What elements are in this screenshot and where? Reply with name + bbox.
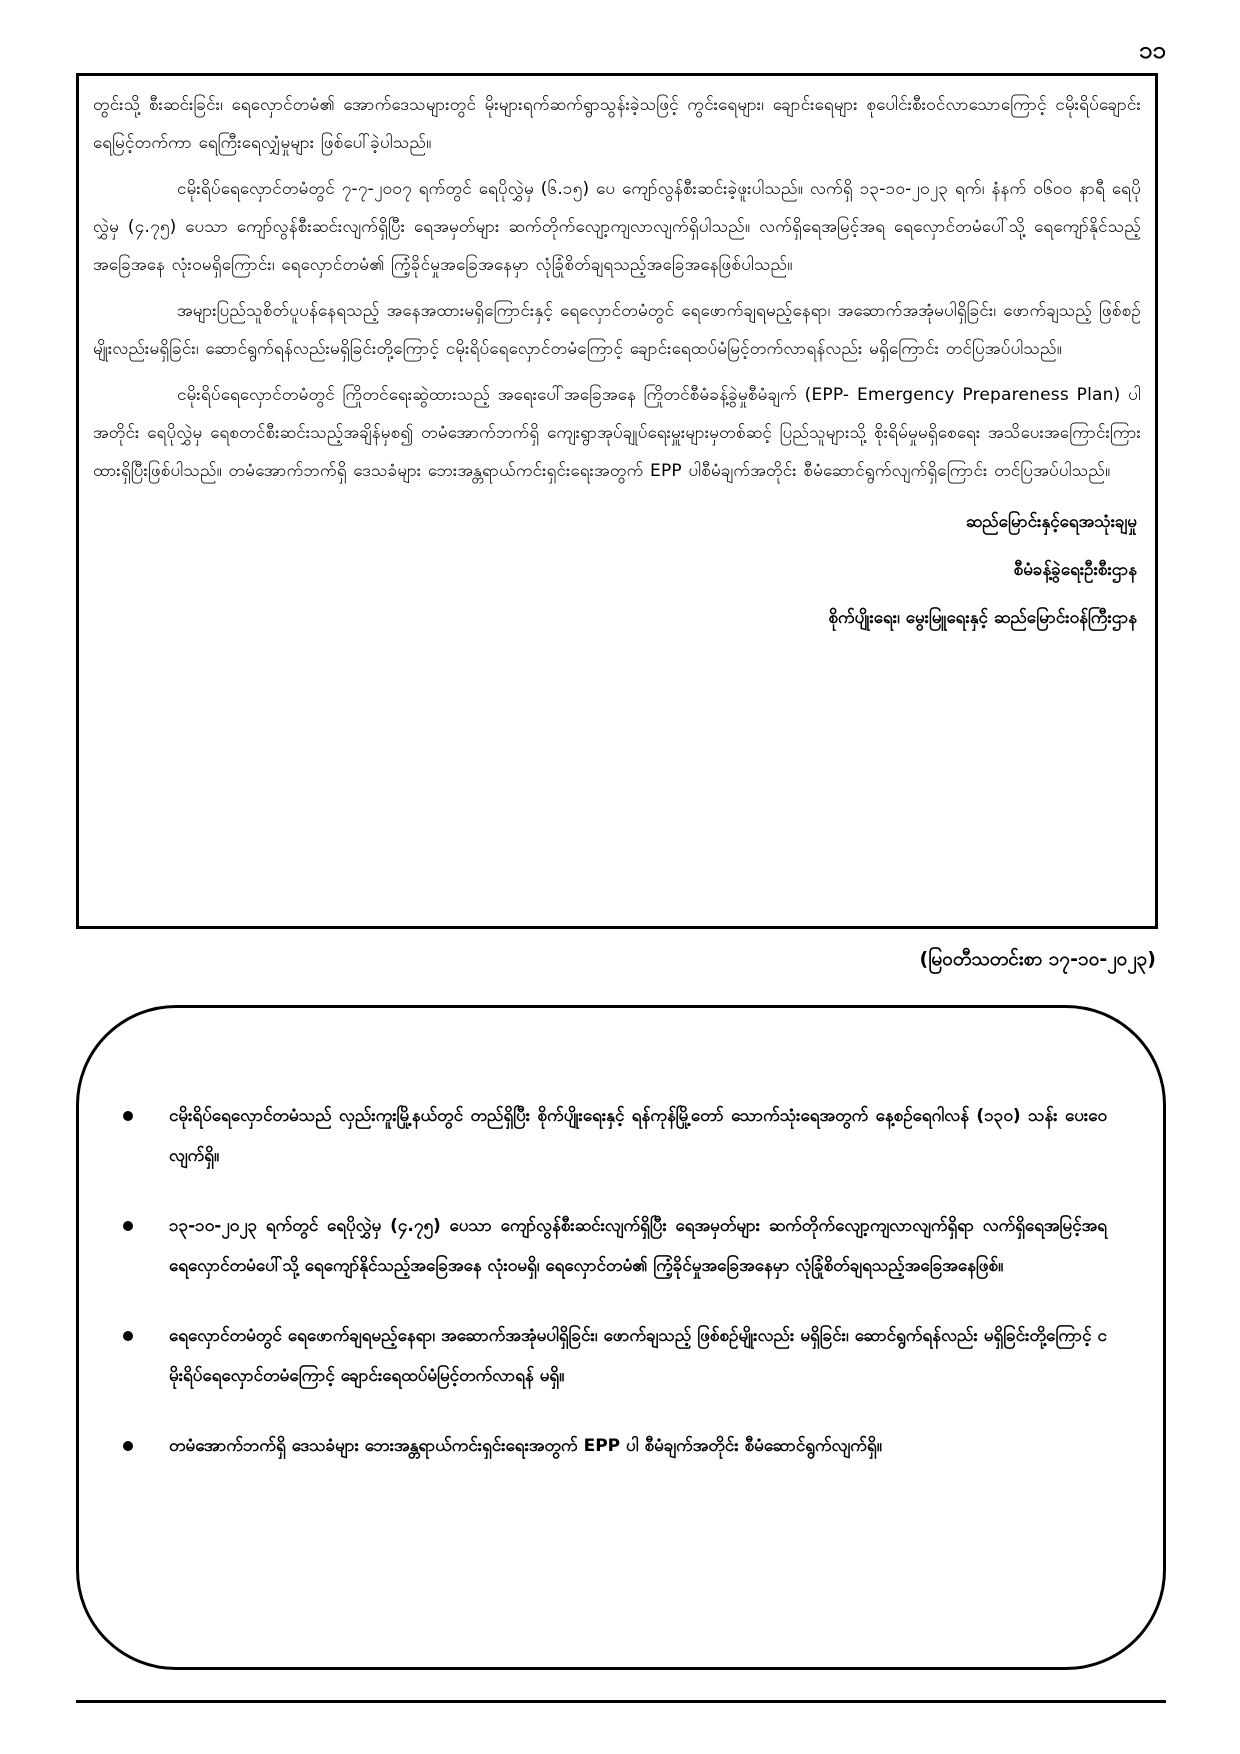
page-number: ၁၁ — [1139, 36, 1166, 64]
summary-item-text: ၁၃-၁၀-၂၀၂၃ ရက်တွင် ရေပိုလွှဲမှ (၄.၇၅) ပေသာ ကျော်လွန်စီးဆင်းလျက်ရှိပြီး ရေအမှတ်များ ဆက်တိုက်လျော့ကျလာလျက်ရှိရာ လက်ရှိရေအမြင့်အရ ရေလှောင်တမံပေါ်သို့ ရေကျော်နိုင်သည့်အခြေအနေ လုံးဝမရှိ၊ ရေလှောင်တမံ၏ ကြံ့ခိုင်မှုအခြေအနေမှာ လုံခြုံစိတ်ချရသည့်အခြေအနေဖြစ်။ — [169, 1216, 1107, 1276]
article-paragraph: ငမိုးရိပ်ရေလှောင်တမံတွင် ကြိုတင်ရေးဆွဲထားသည့် အရေးပေါ်အခြေအနေ ကြိုတင်စီမံခန့်ခွဲမှုစီမံချက် (EPP- Emergency Prepareness Plan) ပါအတိုင်း ရေပိုလွှဲမှ ရေစတင်စီးဆင်းသည့်အချိန်မှစ၍ တမံအောက်ဘက်ရှိ ကျေးရွာအုပ်ချုပ်ရေးမှူးများမှတစ်ဆင့် ပြည်သူများသို့ စိုးရိမ်မှုမရှိစေရေး အသိပေးအကြောင်းကြားထားရှိပြီးဖြစ်ပါသည်။ တမံအောက်ဘက်ရှိ ဒေသခံများ ဘေးအန္တရာယ်ကင်းရှင်းရေးအတွက် EPP ပါစီမံချက်အတိုင်း စီမံဆောင်ရွက်လျက်ရှိကြောင်း တင်ပြအပ်ပါသည်။ — [93, 385, 1141, 481]
signature-line: စိုက်ပျိုးရေး၊ မွေးမြူရေးနှင့် ဆည်မြောင်းဝန်ကြီးဌာန — [828, 608, 1137, 628]
summary-item-text: ငမိုးရိပ်ရေလှောင်တမံသည် လှည်းကူးမြို့နယ်တွင် တည်ရှိပြီး စိုက်ပျိုးရေးနှင့် ရန်ကုန်မြို့တော် သောက်သုံးရေအတွက် နေ့စဉ်ရေဂါလန် (၁၃၀) သန်း ပေးဝေလျက်ရှိ။ — [169, 1106, 1107, 1166]
article-box — [76, 73, 1158, 929]
bullet-icon — [123, 1331, 133, 1341]
bullet-icon — [123, 1221, 133, 1231]
bullet-icon — [123, 1111, 133, 1121]
signature-line: ဆည်မြောင်းနှင့်ရေအသုံးချမှု — [965, 512, 1137, 532]
summary-item — [119, 1206, 1107, 1286]
article-paragraph: တွင်းသို့ စီးဆင်းခြင်း၊ ရေလှောင်တမံ၏ အောက်ဒေသများတွင် မိုးများရက်ဆက်ရွာသွန်းခဲ့သဖြင့် ကွင်းရေများ၊ ချောင်းရေများ စုပေါင်းစီးဝင်လာသောကြောင့် ငမိုးရိပ်ချောင်းရေမြင့်တက်ကာ ရေကြီးရေလျှံမှုများ ဖြစ်ပေါ်ခဲ့ပါသည်။ — [93, 95, 1141, 153]
article-paragraph: အများပြည်သူစိတ်ပူပန်နေရသည့် အနေအထားမရှိကြောင်းနှင့် ရေလှောင်တမံတွင် ရေဖောက်ချရမည့်နေရာ၊ အဆောက်အအုံမပါရှိခြင်း၊ ဖောက်ချသည့် ဖြစ်စဉ်မျိုးလည်းမရှိခြင်း၊ ဆောင်ရွက်ရန်လည်းမရှိခြင်းတို့ကြောင့် ငမိုးရိပ်ရေလှောင်တမံကြောင့် ချောင်းရေထပ်မံမြင့်တက်လာရန်လည်း မရှိကြောင်း တင်ပြအပ်ပါသည်။ — [93, 301, 1141, 359]
signature-block — [93, 498, 1141, 642]
summary-item — [119, 1096, 1107, 1176]
summary-list — [119, 1096, 1107, 1466]
source-citation: (မြဝတီသတင်းစာ ၁၇-၁၀-၂၀၂၃) — [919, 948, 1156, 970]
footer-divider — [76, 1700, 1166, 1703]
bullet-icon — [123, 1441, 133, 1451]
summary-item-text: တမံအောက်ဘက်ရှိ ဒေသခံများ ဘေးအန္တရာယ်ကင်းရှင်းရေးအတွက် EPP ပါ စီမံချက်အတိုင်း စီမံဆောင်ရွက်လျက်ရှိ။ — [169, 1436, 882, 1456]
summary-box — [76, 1005, 1166, 1670]
summary-item-text: ရေလှောင်တမံတွင် ရေဖောက်ချရမည့်နေရာ၊ အဆောက်အအုံမပါရှိခြင်း၊ ဖောက်ချသည့် ဖြစ်စဉ်မျိုးလည်း မရှိခြင်း၊ ဆောင်ရွက်ရန်လည်း မရှိခြင်းတို့ကြောင့် ငမိုးရိပ်ရေလှောင်တမံကြောင့် ချောင်းရေထပ်မံမြင့်တက်လာရန် မရှိ။ — [169, 1326, 1107, 1386]
article-paragraph: ငမိုးရိပ်ရေလှောင်တမံတွင် ၇-၇-၂၀၀၇ ရက်တွင် ရေပိုလွှဲမှ (၆.၁၅) ပေ ကျော်လွန်စီးဆင်းခဲ့ဖူးပါသည်။ လက်ရှိ ၁၃-၁၀-၂၀၂၃ ရက်၊ နံနက် ၀၆၀၀ နာရီ ရေပိုလွှဲမှ (၄.၇၅) ပေသာ ကျော်လွန်စီးဆင်းလျက်ရှိပြီး ရေအမှတ်များ ဆက်တိုက်လျော့ကျလာလျက်ရှိပါသည်။ လက်ရှိရေအမြင့်အရ ရေလှောင်တမံပေါ်သို့ ရေကျော်နိုင်သည့်အခြေအနေ လုံးဝမရှိကြောင်း၊ ရေလှောင်တမံ၏ ကြံ့ခိုင်မှုအခြေအနေမှာ လုံခြုံစိတ်ချရသည့်အခြေအနေဖြစ်ပါသည်။ — [93, 179, 1141, 275]
summary-item — [119, 1426, 1107, 1466]
signature-line: စီမံခန့်ခွဲရေးဦးစီးဌာန — [1013, 560, 1137, 580]
summary-item — [119, 1316, 1107, 1396]
